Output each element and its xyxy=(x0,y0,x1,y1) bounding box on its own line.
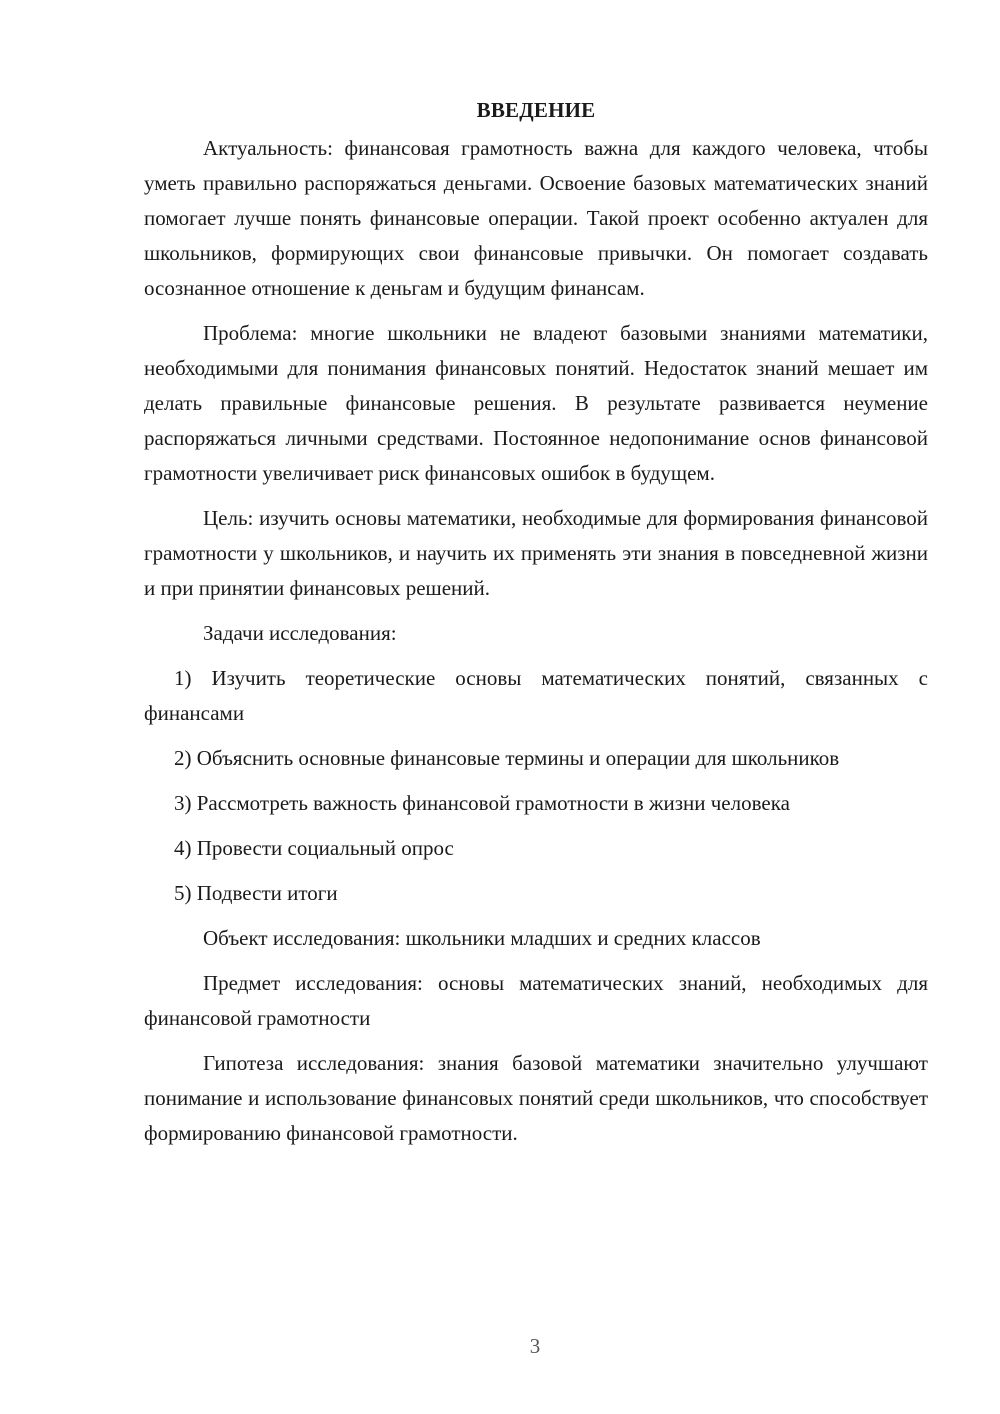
list-item: 1) Изучить теоретические основы математических понятий, связанных с финансами xyxy=(144,666,928,725)
object-paragraph: Объект исследования: школьники младших и средних классов xyxy=(203,926,761,950)
page-number: 3 xyxy=(529,1334,541,1358)
goal-paragraph: Цель: изучить основы математики, необходимые для формирования финансовой грамотности у школьников, и научить их применять эти знания в повседневной жизни и при принятии финансовых решений. xyxy=(144,506,928,600)
subject-paragraph: Предмет исследования: основы математических знаний, необходимых для финансовой грамотности xyxy=(144,971,928,1030)
section-heading: ВВЕДЕНИЕ xyxy=(476,98,596,122)
list-item: 4) Провести социальный опрос xyxy=(174,836,454,860)
hypothesis-paragraph: Гипотеза исследования: знания базовой математики значительно улучшают понимание и использование финансовых понятий среди школьников, что способствует формированию финансовой грамотности. xyxy=(144,1051,928,1145)
tasks-title: Задачи исследования: xyxy=(203,621,397,645)
tasks-list xyxy=(144,661,928,911)
document-page xyxy=(144,93,928,1161)
relevance-paragraph: Актуальность: финансовая грамотность важна для каждого человека, чтобы уметь правильно распоряжаться деньгами. Освоение базовых математических знаний помогает лучше понять финансовые операции. Такой проект особенно актуален для школьников, формирующих свои финансовые привычки. Он помогает создавать осознанное отношение к деньгам и будущим финансам. xyxy=(144,136,928,300)
list-item: 2) Объяснить основные финансовые термины и операции для школьников xyxy=(174,746,840,770)
problem-paragraph: Проблема: многие школьники не владеют базовыми знаниями математики, необходимыми для понимания финансовых понятий. Недостаток знаний мешает им делать правильные финансовые решения. В результате развивается неумение распоряжаться личными средствами. Постоянное недопонимание основ финансовой грамотности увеличивает риск финансовых ошибок в будущем. xyxy=(144,321,928,485)
list-item: 3) Рассмотреть важность финансовой грамотности в жизни человека xyxy=(174,791,790,815)
list-item: 5) Подвести итоги xyxy=(174,881,338,905)
